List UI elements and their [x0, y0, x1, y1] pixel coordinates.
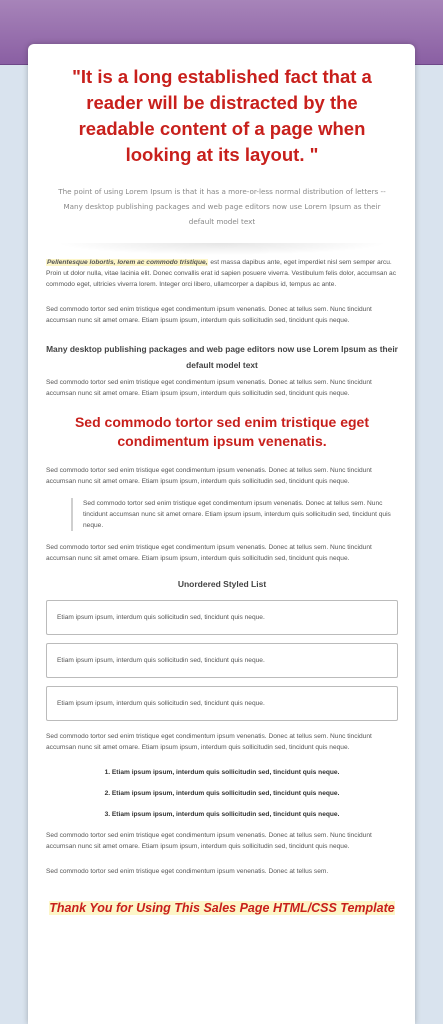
styled-list-item: Etiam ipsum ipsum, interdum quis sollicitudin sed, tincidunt quis neque. [46, 686, 398, 721]
styled-list [46, 600, 398, 721]
list-heading: Unordered Styled List [177, 579, 267, 589]
shadow-divider [56, 243, 388, 255]
styled-list-item: Etiam ipsum ipsum, interdum quis sollicitudin sed, tincidunt quis neque. [46, 643, 398, 678]
thank-you-text: Thank You for Using This Sales Page HTML/CSS Template [49, 901, 395, 915]
ordered-list-item: 2. Etiam ipsum ipsum, interdum quis sollicitudin sed, tincidunt quis neque. [104, 790, 340, 797]
ordered-list-item: 3. Etiam ipsum ipsum, interdum quis sollicitudin sed, tincidunt quis neque. [104, 811, 340, 818]
ordered-list-item: 1. Etiam ipsum ipsum, interdum quis sollicitudin sed, tincidunt quis neque. [104, 769, 340, 776]
body-paragraph: Sed commodo tortor sed enim tristique eget condimentum ipsum venenatis. Donec at tellus sem. Nunc tincidunt accumsan nunc sit amet ornare. Etiam ipsum ipsum, interdum quis sollicitudin sed, tincidunt quis neque. [46, 379, 372, 397]
intro-paragraph [46, 257, 398, 290]
body-paragraph: Sed commodo tortor sed enim tristique eget condimentum ipsum venenatis. Donec at tellus sem. Nunc tincidunt accumsan nunc sit amet ornare. Etiam ipsum ipsum, interdum quis sollicitudin sed, tincidunt quis neque. [46, 832, 372, 850]
headline: "It is a long established fact that a reader will be distracted by the readable content of a page when looking at its layout. " [72, 66, 372, 165]
subheadline: The point of using Lorem Ipsum is that it has a more-or-less normal distribution of letters -- Many desktop publishing packages and web page editors now use Lorem Ipsum as their default model text [58, 187, 386, 226]
blockquote: Sed commodo tortor sed enim tristique eget condimentum ipsum venenatis. Donec at tellus sem. Nunc tincidunt accumsan nunc sit amet ornare. Etiam ipsum ipsum, interdum quis sollicitudin sed, tincidunt quis neque. [71, 498, 398, 531]
intro-text: est massa dapibus ante, eget imperdiet nisl sem semper arcu. Proin ut dolor nulla, vitae lacinia elit. Donec convallis erat id sapien posuere viverra. Vestibulum felis dolor, accumsan ac commodo eget, ultricies viverra lorem. Integer orci libero, ullamcorper a dapibus id, tempus ac ante. [46, 259, 397, 288]
ordered-list [46, 767, 398, 820]
highlighted-text: Pellentesque lobortis, lorem ac commodo tristique, [47, 259, 208, 266]
body-paragraph: Sed commodo tortor sed enim tristique eget condimentum ipsum venenatis. Donec at tellus sem. Nunc tincidunt accumsan nunc sit amet ornare. Etiam ipsum ipsum, interdum quis sollicitudin sed, tincidunt quis neque. [46, 306, 372, 324]
body-paragraph: Sed commodo tortor sed enim tristique eget condimentum ipsum venenatis. Donec at tellus sem. Nunc tincidunt accumsan nunc sit amet ornare. Etiam ipsum ipsum, interdum quis sollicitudin sed, tincidunt quis neque. [46, 733, 372, 751]
body-paragraph: Sed commodo tortor sed enim tristique eget condimentum ipsum venenatis. Donec at tellus sem. Nunc tincidunt accumsan nunc sit amet ornare. Etiam ipsum ipsum, interdum quis sollicitudin sed, tincidunt quis neque. [46, 467, 372, 485]
thank-you-banner [46, 899, 398, 918]
section-heading: Many desktop publishing packages and web page editors now use Lorem Ipsum as their default model text [46, 344, 398, 370]
closing-paragraph: Sed commodo tortor sed enim tristique eget condimentum ipsum venenatis. Donec at tellus sem. [46, 868, 329, 875]
red-heading: Sed commodo tortor sed enim tristique eget condimentum ipsum venenatis. [74, 414, 370, 449]
styled-list-item: Etiam ipsum ipsum, interdum quis sollicitudin sed, tincidunt quis neque. [46, 600, 398, 635]
content-card [28, 44, 415, 1024]
body-paragraph: Sed commodo tortor sed enim tristique eget condimentum ipsum venenatis. Donec at tellus sem. Nunc tincidunt accumsan nunc sit amet ornare. Etiam ipsum ipsum, interdum quis sollicitudin sed, tincidunt quis neque. [46, 544, 372, 562]
